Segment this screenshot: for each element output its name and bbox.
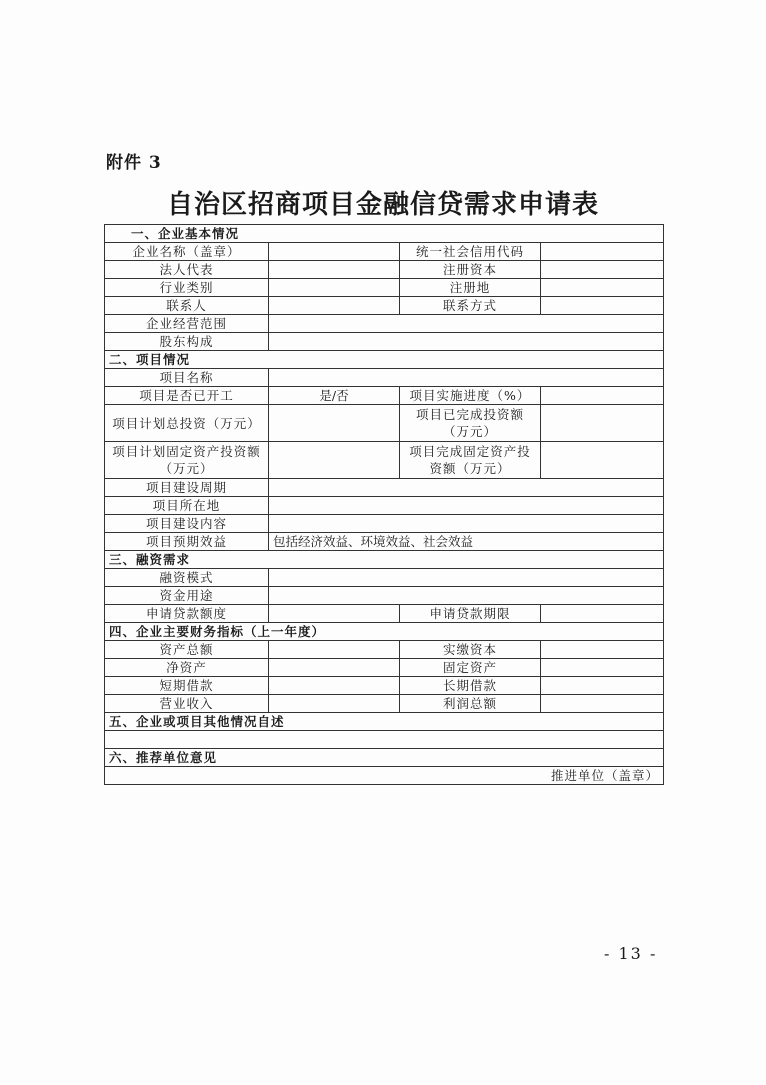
label-short-loan: 短期借款	[105, 677, 269, 695]
section-row	[105, 713, 664, 731]
form-row	[105, 297, 664, 315]
field-loan-term[interactable]	[541, 605, 664, 623]
label-progress: 项目实施进度（%）	[400, 387, 541, 405]
field-short-loan[interactable]	[269, 677, 400, 695]
label-location: 项目所在地	[105, 497, 269, 515]
field-credit-code[interactable]	[541, 243, 664, 261]
application-form-table	[104, 224, 664, 785]
field-cycle[interactable]	[269, 479, 664, 497]
form-row	[105, 695, 664, 713]
form-row	[105, 497, 664, 515]
label-fund-use: 资金用途	[105, 587, 269, 605]
field-revenue[interactable]	[269, 695, 400, 713]
field-finance-mode[interactable]	[269, 569, 664, 587]
field-recommender-seal[interactable]: 推进单位（盖章）	[105, 767, 664, 785]
label-content: 项目建设内容	[105, 515, 269, 533]
section-heading-financials: 四、企业主要财务指标（上一年度）	[105, 623, 664, 641]
label-company-name: 企业名称（盖章）	[105, 243, 269, 261]
label-industry: 行业类别	[105, 279, 269, 297]
field-industry[interactable]	[269, 279, 400, 297]
field-location[interactable]	[269, 497, 664, 515]
form-row	[105, 587, 664, 605]
label-finance-mode: 融资模式	[105, 569, 269, 587]
label-net-assets: 净资产	[105, 659, 269, 677]
form-row	[105, 479, 664, 497]
label-legal-rep: 法人代表	[105, 261, 269, 279]
form-row	[105, 442, 664, 479]
section-row	[105, 623, 664, 641]
field-paid-capital[interactable]	[541, 641, 664, 659]
field-long-loan[interactable]	[541, 677, 664, 695]
form-row	[105, 279, 664, 297]
section-heading-other-info: 五、企业或项目其他情况自述	[105, 713, 664, 731]
label-total-invest: 项目计划总投资（万元）	[105, 405, 269, 442]
field-company-name[interactable]	[269, 243, 400, 261]
form-row	[105, 731, 664, 749]
label-paid-capital: 实缴资本	[400, 641, 541, 659]
section-heading-project-info: 二、项目情况	[105, 351, 664, 369]
label-cycle: 项目建设周期	[105, 479, 269, 497]
field-net-assets[interactable]	[269, 659, 400, 677]
form-row	[105, 569, 664, 587]
field-completed-invest[interactable]	[541, 405, 664, 442]
label-reg-address: 注册地	[400, 279, 541, 297]
section-row	[105, 225, 664, 243]
section-heading-financing: 三、融资需求	[105, 551, 664, 569]
section-heading-recommender: 六、推荐单位意见	[105, 749, 664, 767]
form-row	[105, 387, 664, 405]
label-total-profit: 利润总额	[400, 695, 541, 713]
label-fixed-assets: 固定资产	[400, 659, 541, 677]
form-row	[105, 767, 664, 785]
field-other-info[interactable]	[105, 731, 664, 749]
label-shareholders: 股东构成	[105, 333, 269, 351]
field-contact[interactable]	[269, 297, 400, 315]
field-shareholders[interactable]	[269, 333, 664, 351]
page-number: - 13 -	[604, 944, 658, 963]
label-long-loan: 长期借款	[400, 677, 541, 695]
form-row	[105, 659, 664, 677]
field-completed-fixed[interactable]	[541, 442, 664, 479]
field-fixed-assets[interactable]	[541, 659, 664, 677]
form-row	[105, 405, 664, 442]
field-started[interactable]: 是/否	[269, 387, 400, 405]
label-completed-fixed: 项目完成固定资产投资额（万元）	[400, 442, 541, 479]
field-project-name[interactable]	[269, 369, 664, 387]
form-row	[105, 315, 664, 333]
form-row	[105, 515, 664, 533]
form-row	[105, 605, 664, 623]
section-row	[105, 351, 664, 369]
field-total-profit[interactable]	[541, 695, 664, 713]
section-heading-basic-info: 一、企业基本情况	[105, 225, 664, 243]
label-project-name: 项目名称	[105, 369, 269, 387]
field-progress[interactable]	[541, 387, 664, 405]
form-row	[105, 261, 664, 279]
label-started: 项目是否已开工	[105, 387, 269, 405]
attachment-label: 附件 3	[106, 153, 162, 173]
label-loan-term: 申请贷款期限	[400, 605, 541, 623]
form-row	[105, 333, 664, 351]
field-total-assets[interactable]	[269, 641, 400, 659]
field-content[interactable]	[269, 515, 664, 533]
document-title: 自治区招商项目金融信贷需求申请表	[166, 190, 599, 220]
field-benefit[interactable]: 包括经济效益、环境效益、社会效益	[269, 533, 664, 551]
form-row	[105, 677, 664, 695]
label-reg-capital: 注册资本	[400, 261, 541, 279]
section-row	[105, 749, 664, 767]
section-row	[105, 551, 664, 569]
form-row	[105, 641, 664, 659]
field-total-invest[interactable]	[269, 405, 400, 442]
label-fixed-invest: 项目计划固定资产投资额（万元）	[105, 442, 269, 479]
field-fund-use[interactable]	[269, 587, 664, 605]
label-contact-info: 联系方式	[400, 297, 541, 315]
form-row	[105, 369, 664, 387]
field-business-scope[interactable]	[269, 315, 664, 333]
field-loan-amount[interactable]	[269, 605, 400, 623]
label-revenue: 营业收入	[105, 695, 269, 713]
label-contact: 联系人	[105, 297, 269, 315]
field-fixed-invest[interactable]	[269, 442, 400, 479]
field-reg-address[interactable]	[541, 279, 664, 297]
field-legal-rep[interactable]	[269, 261, 400, 279]
label-business-scope: 企业经营范围	[105, 315, 269, 333]
label-benefit: 项目预期效益	[105, 533, 269, 551]
field-contact-info[interactable]	[541, 297, 664, 315]
label-loan-amount: 申请贷款额度	[105, 605, 269, 623]
field-reg-capital[interactable]	[541, 261, 664, 279]
form-row	[105, 243, 664, 261]
label-total-assets: 资产总额	[105, 641, 269, 659]
label-credit-code: 统一社会信用代码	[400, 243, 541, 261]
form-row	[105, 533, 664, 551]
label-completed-invest: 项目已完成投资额（万元）	[400, 405, 541, 442]
